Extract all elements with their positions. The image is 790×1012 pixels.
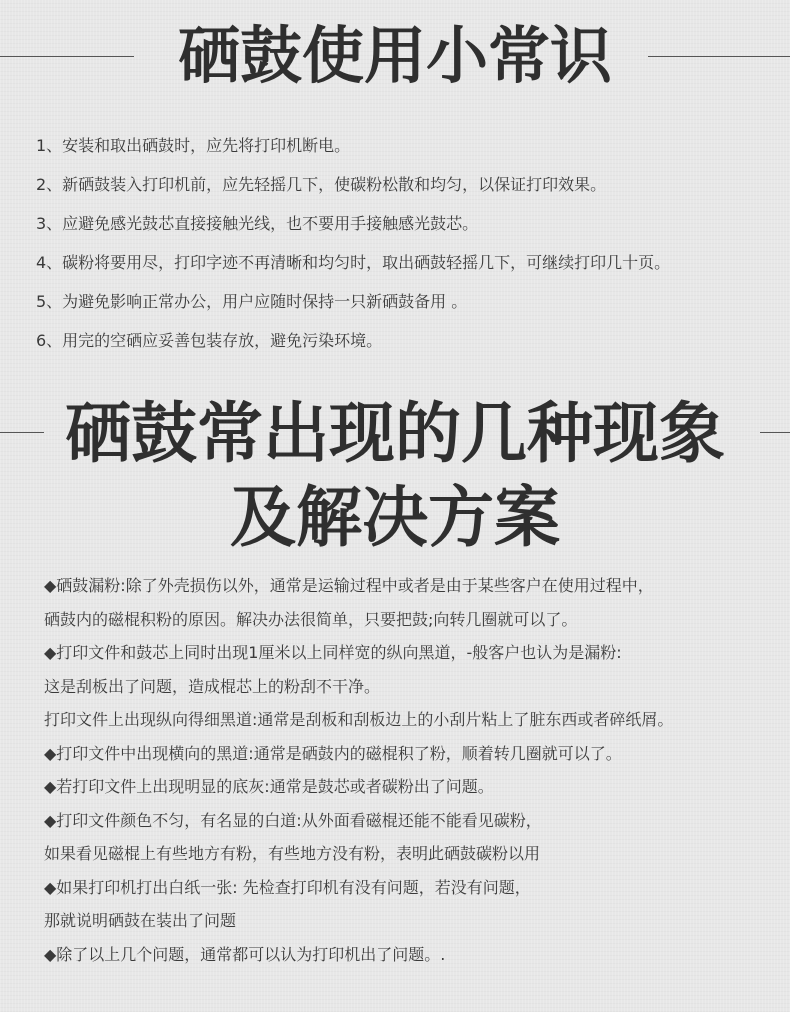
issue-line: ◆打印文件颜色不匀，有名显的白道:从外面看磁棍还能不能看见碳粉， bbox=[44, 810, 542, 830]
tip-item: 4、碳粉将要用尽，打印字迹不再清晰和均匀时，取出硒鼓轻摇几下，可继续打印几十页。 bbox=[36, 253, 671, 272]
tip-item: 2、新硒鼓装入打印机前，应先轻摇几下，使碳粉松散和均匀，以保证打印效果。 bbox=[36, 175, 607, 194]
section-title-usage-tips: 硒鼓使用小常识 bbox=[177, 19, 612, 92]
title-rule-right bbox=[648, 56, 790, 57]
title-rule-right bbox=[760, 432, 790, 433]
issue-line: 如果看见磁棍上有些地方有粉，有些地方没有粉，表明此硒鼓碳粉以用 bbox=[44, 844, 541, 863]
issue-line: ◆打印文件中出现横向的黑道:通常是硒鼓内的磁棍积了粉，顺着转几圈就可以了。 bbox=[44, 743, 622, 763]
issue-line: 这是刮板出了问题，造成棍芯上的粉刮不干净。 bbox=[44, 676, 381, 696]
tip-item: 6、用完的空硒应妥善包装存放，避免污染环境。 bbox=[36, 331, 383, 350]
issues-text-block bbox=[44, 569, 784, 971]
issue-line: 那就说明硒鼓在装出了问题 bbox=[44, 911, 237, 930]
section-title-solutions: 及解决方案 bbox=[230, 479, 560, 556]
usage-tips-list bbox=[36, 126, 776, 360]
issue-line: ◆如果打印机打出白纸一张: 先检查打印机有没有问题，若没有问题， bbox=[44, 877, 531, 897]
tip-item: 5、为避免影响正常办公，用户应随时保持一只新硒鼓备用 。 bbox=[36, 292, 468, 311]
issue-line: ◆打印文件和鼓芯上同时出现1厘米以上同样宽的纵向黑道，-般客户也认为是漏粉: bbox=[44, 643, 622, 662]
issue-line: ◆除了以上几个问题，通常都可以认为打印机出了问题。. bbox=[44, 944, 446, 964]
issue-line: 打印文件上出现纵向得细黑道:通常是刮板和刮板边上的小刮片粘上了脏东西或者碎纸屑。 bbox=[44, 710, 674, 729]
tip-item: 1、安装和取出硒鼓时，应先将打印机断电。 bbox=[36, 136, 351, 155]
issue-line: 硒鼓内的磁棍积粉的原因。解决办法很简单，只要把鼓;向转几圈就可以了。 bbox=[44, 609, 578, 629]
section-title-common-issues: 硒鼓常出现的几种现象 bbox=[65, 395, 725, 472]
tip-item: 3、应避免感光鼓芯直接接触光线，也不要用手接触感光鼓芯。 bbox=[36, 214, 479, 233]
issue-line: ◆硒鼓漏粉:除了外壳损伤以外，通常是运输过程中或者是由于某些客户在使用过程中， bbox=[44, 576, 654, 595]
issue-line: ◆若打印文件上出现明显的底灰:通常是鼓芯或者碳粉出了问题。 bbox=[44, 777, 494, 796]
